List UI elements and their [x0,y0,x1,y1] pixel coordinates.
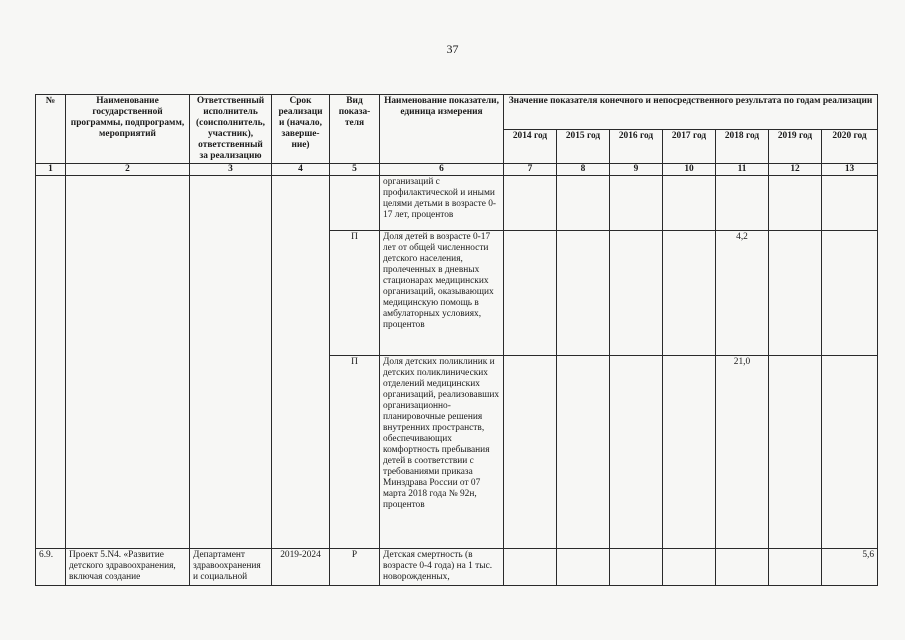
cell-value [557,231,610,356]
header-year: 2019 год [769,129,822,164]
cell-type: П [330,356,380,549]
header-year: 2020 год [822,129,878,164]
cell-value [504,356,557,549]
column-number: 5 [330,164,380,176]
cell-number [36,176,66,549]
cell-number: 6.9. [36,549,66,586]
indicators-table [35,94,878,586]
column-number: 9 [610,164,663,176]
cell-value [716,549,769,586]
cell-type: П [330,231,380,356]
column-number: 8 [557,164,610,176]
cell-term [272,176,330,549]
cell-value [610,356,663,549]
header-term: Срок реализаци и (начало, заверше-ние) [272,95,330,164]
cell-value [557,549,610,586]
column-number: 1 [36,164,66,176]
cell-value [663,231,716,356]
cell-program: Проект 5.N4. «Развитие детского здравоохранения, включая создание [66,549,190,586]
cell-value [822,356,878,549]
cell-value [822,176,878,231]
cell-value: 4,2 [716,231,769,356]
cell-executor [190,176,272,549]
header-year: 2018 год [716,129,769,164]
cell-program [66,176,190,549]
header-values-group: Значение показателя конечного и непосредственного результата по годам реализации [504,95,878,130]
column-number: 11 [716,164,769,176]
header-executor: Ответственный исполнитель (соисполнитель, участник), ответственный за реализацию [190,95,272,164]
cell-value [769,231,822,356]
cell-value [769,356,822,549]
cell-indicator: Детская смертность (в возрасте 0-4 года) на 1 тыс. новорожденных, [380,549,504,586]
header-row [36,95,878,130]
cell-indicator: организаций с профилактической и иными целями детьми в возрасте 0-17 лет, процентов [380,176,504,231]
cell-value: 5,6 [822,549,878,586]
header-year: 2017 год [663,129,716,164]
page-number: 37 [446,42,459,56]
cell-value [610,176,663,231]
column-number: 13 [822,164,878,176]
cell-value [504,176,557,231]
column-number: 10 [663,164,716,176]
column-number: 12 [769,164,822,176]
header-indicator: Наименование показатели, единица измерения [380,95,504,164]
header-year: 2016 год [610,129,663,164]
table-row [36,549,878,586]
header-year: 2015 год [557,129,610,164]
header-number: № [36,95,66,164]
column-number: 3 [190,164,272,176]
cell-value [504,231,557,356]
cell-value [769,549,822,586]
cell-value [610,231,663,356]
cell-value [610,549,663,586]
column-number: 6 [380,164,504,176]
cell-value [822,231,878,356]
cell-type: Р [330,549,380,586]
column-number: 7 [504,164,557,176]
header-year: 2014 год [504,129,557,164]
cell-term: 2019-2024 [272,549,330,586]
column-number: 2 [66,164,190,176]
header-program: Наименование государственной программы, подпрограмм, мероприятий [66,95,190,164]
cell-value [557,176,610,231]
cell-value [663,356,716,549]
cell-value [769,176,822,231]
cell-value [663,549,716,586]
cell-value: 21,0 [716,356,769,549]
cell-value [663,176,716,231]
cell-indicator: Доля детей в возрасте 0-17 лет от общей численности детского населения, пролеченных в дневных стационарах медицинских организаций, оказывающих медицинскую помощь в амбулаторных условиях, процентов [380,231,504,356]
table-row [36,176,878,231]
header-type: Вид показа-теля [330,95,380,164]
cell-executor: Департамент здравоохранения и социальной [190,549,272,586]
cell-type [330,176,380,231]
cell-value [716,176,769,231]
cell-value [504,549,557,586]
cell-indicator: Доля детских поликлиник и детских поликлинических отделений медицинских организаций, реализовавших организационно-планировочные решения внутренних пространств, обеспечивающих комфортность пребывания детей в соответствии с требованиями приказа Минздрава России от 07 марта 2018 года № 92н, процентов [380,356,504,549]
column-number: 4 [272,164,330,176]
column-numbers-row [36,164,878,176]
cell-value [557,356,610,549]
